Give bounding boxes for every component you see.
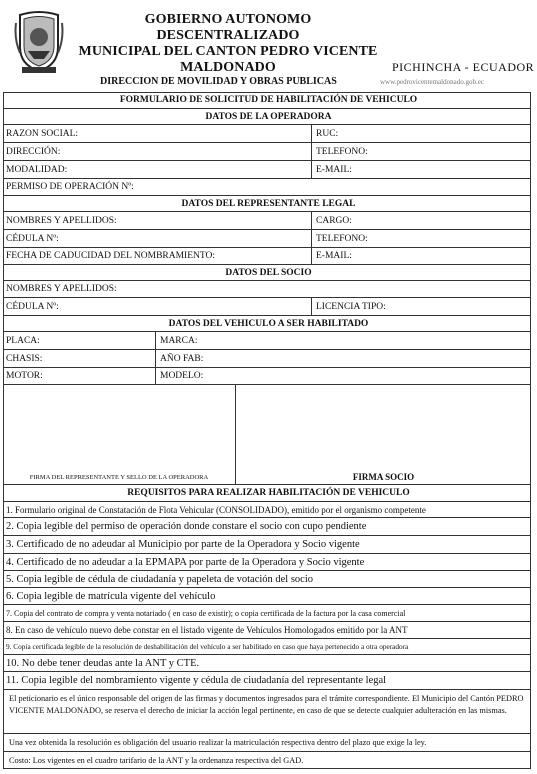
razon-social-field[interactable]: RAZON SOCIAL: <box>6 128 79 139</box>
socio-signature-label: FIRMA SOCIO <box>352 472 415 482</box>
rep-cedula-field[interactable]: CÉDULA Nº: <box>6 233 59 244</box>
requisito-3 <box>3 536 531 554</box>
permiso-field[interactable]: PERMISO DE OPERACIÓN Nº: <box>6 182 134 192</box>
note-matriculacion: Una vez obtenida la resolución es obligación del usuario realizar la matriculación respectiva dentro del plazo que exige la ley. <box>3 734 531 752</box>
modelo-field[interactable]: MODELO: <box>160 371 204 381</box>
requisito-text: 6. Copia legible de matrícula vigente del vehículo <box>6 590 216 602</box>
requisito-1 <box>3 502 531 518</box>
placa-field[interactable]: PLACA: <box>6 335 40 346</box>
requisito-text: 11. Copia legible del nombramiento vigente y cédula de ciudadanía del representante legal <box>6 675 387 686</box>
rep-signature-label: FIRMA DEL REPRESENTANTE Y SELLO DE LA OPERADORA <box>29 473 209 481</box>
rep-fecha-field[interactable]: FECHA DE CADUCIDAD DEL NOMBRAMIENTO: <box>6 251 216 261</box>
section-title: REQUISITOS PARA REALIZAR HABILITACIÓN DE VEHICULO <box>127 488 410 498</box>
direccion-field[interactable]: DIRECCIÓN: <box>6 146 61 157</box>
rep-telefono-field[interactable]: TELEFONO: <box>316 233 368 244</box>
requisito-11 <box>3 672 531 690</box>
chasis-row <box>3 350 531 368</box>
note-responsibility: El peticionario es el único responsable del origen de las firmas y documentos ingresados para el trámite correspondiente. El Municipio del Cantón PEDRO VICENTE MALDONADO, se reserva el derecho de iniciar la acción legal pertinente, en caso de que se detecte cualquier adulteración en las mismas. <box>3 690 531 734</box>
signature-area <box>3 385 531 485</box>
department-label: DIRECCION DE MOVILIDAD Y OBRAS PUBLICAS <box>100 76 337 87</box>
website-link[interactable]: www.pedrovicentemaldonado.gob.ec <box>380 78 484 86</box>
requisito-10 <box>3 655 531 672</box>
socio-nombres-row <box>3 281 531 298</box>
note-costo: Costo: Los vigentes en el cuadro tarifario de la ANT y la ordenanza respectiva del GAD. <box>9 756 304 765</box>
section-representante-header <box>3 196 531 212</box>
anio-field[interactable]: AÑO FAB: <box>160 353 204 364</box>
municipal-coat-of-arms-icon <box>14 9 64 75</box>
direccion-row <box>3 143 531 161</box>
email-field[interactable]: E-MAIL: <box>316 164 352 175</box>
requisito-text: 9. Copia certificada legible de la resolución de deshabilitación del vehículo a ser habilitado en caso que haya pertenecido a otra operadora <box>6 642 409 651</box>
section-title: DATOS DEL SOCIO <box>225 267 312 278</box>
rep-nombres-row <box>3 212 531 230</box>
placa-row <box>3 332 531 350</box>
requisito-text: 1. Formulario original de Constatación de Flota Vehicular (CONSOLIDADO), emitido por el organismo competente <box>6 504 426 515</box>
marca-field[interactable]: MARCA: <box>160 335 198 346</box>
telefono-field[interactable]: TELEFONO: <box>316 146 368 157</box>
requisito-6 <box>3 588 531 605</box>
section-title: DATOS DE LA OPERADORA <box>205 111 332 122</box>
requisito-text: 8. En caso de vehículo nuevo debe constar en el listado vigente de Vehículos Homologados emitido por la ANT <box>6 625 408 635</box>
requisito-text: 5. Copia legible de cédula de ciudadanía y papeleta de votación del socio <box>6 573 314 585</box>
institution-line-3: MALDONADO <box>180 60 276 75</box>
modalidad-row <box>3 161 531 179</box>
rep-cedula-row <box>3 230 531 248</box>
chasis-field[interactable]: CHASIS: <box>6 353 43 364</box>
section-title: DATOS DEL REPRESENTANTE LEGAL <box>181 198 356 209</box>
requisito-4 <box>3 554 531 571</box>
motor-field[interactable]: MOTOR: <box>6 371 43 381</box>
requisito-text: 4. Certificado de no adeudar a la EPMAPA por parte de la Operadora y Socio vigente <box>6 556 365 568</box>
institution-line-1: GOBIERNO AUTONOMO DESCENTRALIZADO <box>144 12 312 43</box>
requisito-5 <box>3 571 531 588</box>
ruc-field[interactable]: RUC: <box>316 128 339 139</box>
razon-social-row <box>3 125 531 143</box>
rep-nombres-field[interactable]: NOMBRES Y APELLIDOS: <box>6 215 117 226</box>
motor-row <box>3 368 531 385</box>
document-header <box>0 0 537 92</box>
requisito-7 <box>3 605 531 622</box>
rep-signature-box[interactable] <box>3 385 235 469</box>
requisito-9 <box>3 639 531 655</box>
institution-line-2: MUNICIPAL DEL CANTON PEDRO VICENTE <box>78 44 378 59</box>
rep-fecha-row <box>3 248 531 265</box>
rep-cargo-field[interactable]: CARGO: <box>316 215 352 226</box>
requisito-8 <box>3 622 531 639</box>
section-vehiculo-header <box>3 316 531 332</box>
modalidad-field[interactable]: MODALIDAD: <box>6 164 68 175</box>
rep-email-field[interactable]: E-MAIL: <box>316 251 352 261</box>
section-title: DATOS DEL VEHICULO A SER HABILITADO <box>168 318 369 329</box>
requisito-text: 3. Certificado de no adeudar al Municipio por parte de la Operadora y Socio vigente <box>6 539 360 550</box>
section-operadora-header <box>3 109 531 125</box>
section-requisitos-header <box>3 485 531 502</box>
permiso-row <box>3 179 531 196</box>
socio-licencia-field[interactable]: LICENCIA TIPO: <box>316 301 386 312</box>
socio-cedula-row <box>3 298 531 316</box>
province-label: PICHINCHA - ECUADOR <box>392 60 535 74</box>
socio-nombres-field[interactable]: NOMBRES Y APELLIDOS: <box>6 284 117 294</box>
requisito-text: 10. No debe tener deudas ante la ANT y CTE. <box>6 657 200 669</box>
socio-cedula-field[interactable]: CÉDULA Nº: <box>6 301 59 312</box>
socio-signature-box[interactable] <box>236 385 531 469</box>
section-socio-header <box>3 265 531 281</box>
form-title: FORMULARIO DE SOLICITUD DE HABILITACIÓN DE VEHICULO <box>119 95 418 105</box>
requisito-2 <box>3 518 531 536</box>
requisito-text: 7. Copia del contrato de compra y venta notariado ( en caso de existir); o copia certificada de la factura por la casa comercial <box>6 608 406 618</box>
institution-name <box>78 12 378 76</box>
form-title-row <box>3 92 531 109</box>
requisito-text: 2. Copia legible del permiso de operación donde constare el socio con cupo pendiente <box>6 521 367 532</box>
